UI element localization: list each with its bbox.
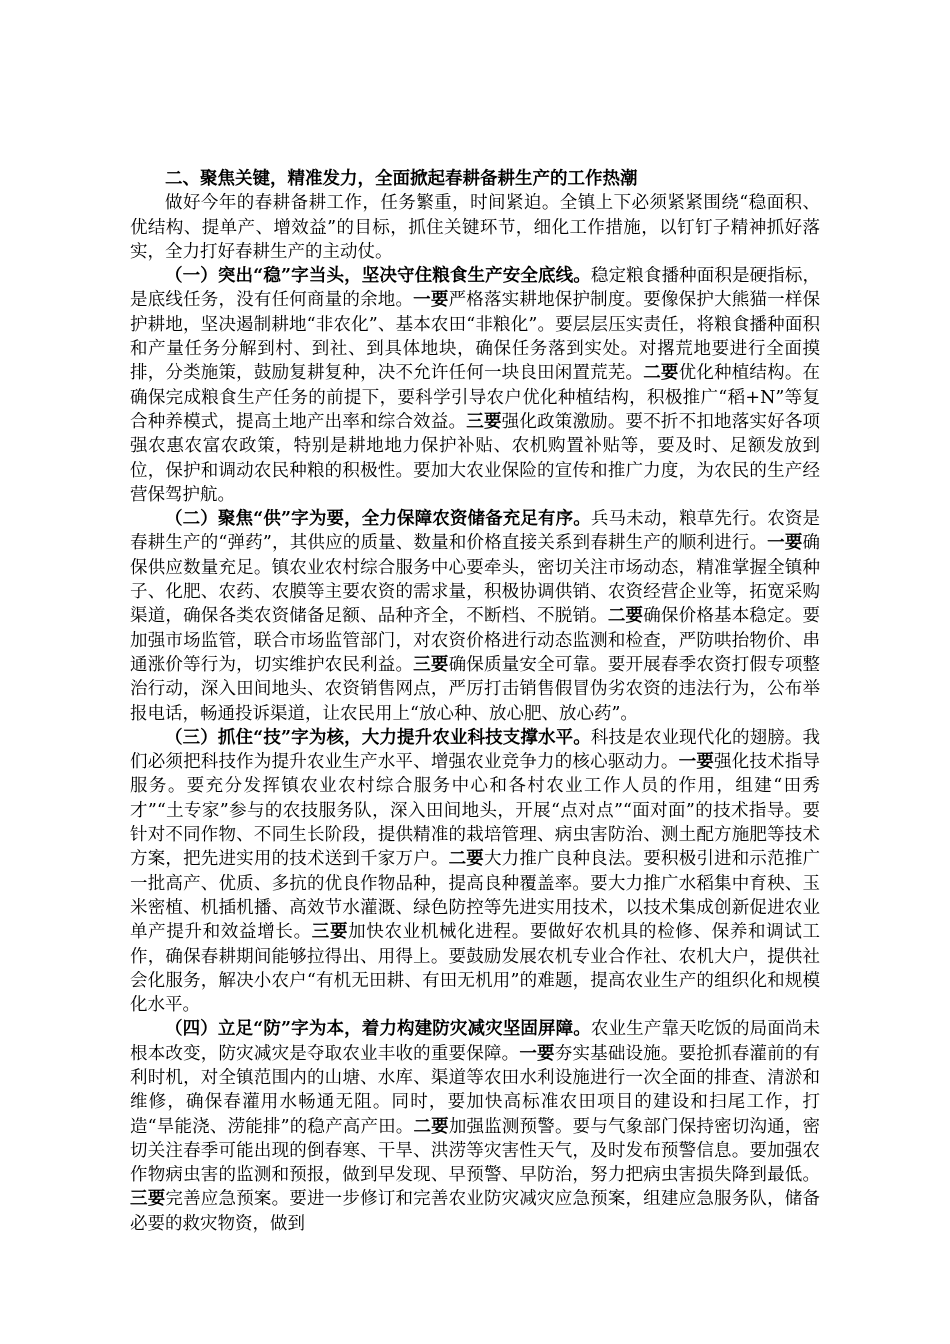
point-text: 确保质量安全可靠。要开展春季农资打假专项整治行动，深入田间地头、农资销售网点，严厉打击销售假冒伪劣农资的违法行为，公布举报电话，畅通投诉渠道，让农民用上“放心种、放心肥、放心药”。: [130, 654, 821, 724]
point-marker: 一要: [519, 1043, 555, 1064]
point-text: 夯实基础设施。要抢抓春灌前的有利时机，对全镇范围内的山塘、水库、渠道等农田水利设施进行一次全面的排查、清淤和维修，确保春灌用水畅通无阻。同时，要加快高标准农田项目的建设和扫尾工作，打造“旱能浇、涝能排”的稳产高产田。: [130, 1043, 821, 1137]
point-text: 加强监测预警。要与气象部门保持密切沟通，密切关注春季可能出现的倒春寒、干旱、洪涝等灾害性天气，及时发布预警信息。要加强农作物病虫害的监测和预报，做到早发现、早预警、早防治，努力把病虫害损失降到最低。: [130, 1116, 820, 1186]
paragraph-lead: 兵马未动，粮草先行。农资是春耕生产的“弹药”，其供应的质量、数量和价格直接关系到春耕生产的顺利进行。: [130, 509, 820, 554]
point-marker: 一要: [678, 752, 715, 773]
point-text: 强化政策激励。要不折不扣地落实好各项强农惠农富农政策，特别是耕地地力保护补贴、农机购置补贴等，要及时、足额发放到位，保护和调动农民种粮的积极性。要加大农业保险的宣传和推广力度，为农民的生产经营保驾护航。: [130, 411, 821, 505]
intro-paragraph: 做好今年的春耕备耕工作，任务繁重，时间紧迫。全镇上下必须紧紧围绕“稳面积、优结构、提单产、增效益”的目标，抓住关键环节，细化工作措施，以钉钉子精神抓好落实，全力打好春耕生产的主动仗。: [130, 193, 820, 262]
point-text: 完善应急预案。要进一步修订和完善农业防灾减灾应急预案，组建应急服务队，储备必要的救灾物资，做到: [130, 1189, 821, 1234]
paragraph-title: （二）聚焦“供”字为要，全力保障农资储备充足有序。: [165, 509, 591, 530]
point-marker: 二要: [607, 606, 644, 627]
point-text: 大力推广良种良法。要积极引进和示范推广一批高产、优质、多抗的优良作物品种，提高良种覆盖率。要大力推广水稻集中育秧、玉米密植、机插机播、高效节水灌溉、绿色防控等先进实用技术，以技术集成创新促进农业单产提升和效益增长。: [130, 849, 821, 943]
point-marker: 三要: [413, 654, 449, 675]
section-heading: 二、聚焦关键，精准发力，全面掀起春耕备耕生产的工作热潮: [165, 169, 638, 189]
point-marker: 二要: [413, 1116, 449, 1137]
paragraph-title: （三）抓住“技”字为核，大力提升农业科技支撑水平。: [165, 727, 591, 748]
point-marker: 三要: [130, 1189, 166, 1210]
paragraph-prevention: [130, 1017, 820, 1236]
paragraph-lead: 科技是农业现代化的翅膀。我们必须把科技作为提升农业生产水平、增强农业竞争力的核心驱动力。: [130, 727, 820, 773]
point-marker: 二要: [643, 363, 679, 384]
paragraph-stabilize: [130, 264, 820, 507]
paragraph-supply: [130, 507, 820, 726]
point-text: 严格落实耕地保护制度。要像保护大熊猫一样保护耕地，坚决遏制耕地“非农化”、基本农田“非粮化”。要层层压实责任，将粮食播种面积和产量任务分解到村、到社、到具体地块，确保任务落到实处。对撂荒地要进行全面摸排，分类施策，鼓励复耕复种，决不允许任何一块良田闲置荒芜。: [130, 290, 821, 384]
paragraph-lead: 农业生产靠天吃饭的局面尚未根本改变，防灾减灾是夺取农业丰收的重要保障。: [130, 1019, 820, 1064]
paragraph-title: （四）立足“防”字为本，着力构建防灾减灾坚固屏障。: [165, 1019, 591, 1040]
point-text: 优化种植结构。在确保完成粮食生产任务的前提下，要科学引导农户优化种植结构，积极推广“稻+N”等复合种养模式，提高土地产出率和综合效益。: [130, 363, 821, 432]
paragraph-technology: [130, 726, 820, 1018]
point-marker: 三要: [466, 411, 502, 432]
point-marker: 一要: [413, 290, 449, 311]
point-text: 强化技术指导服务。要充分发挥镇农业农村综合服务中心和各村农业工作人员的作用，组建“田秀才”“土专家”参与的农技服务队，深入田间地头，开展“点对点”“面对面”的技术指导。要针对不同作物、不同生长阶段，提供精准的栽培管理、病虫害防治、测土配方施肥等技术方案，把先进实用的技术送到千家万户。: [130, 752, 821, 870]
point-marker: 三要: [311, 922, 349, 943]
point-marker: 二要: [448, 849, 484, 870]
paragraph-lead: 稳定粮食播种面积是硬指标，是底线任务，没有任何商量的余地。: [130, 266, 820, 311]
point-marker: 一要: [767, 533, 803, 554]
point-text: 确保价格基本稳定。要加强市场监管，联合市场监管部门，对农资价格进行动态监测和检查，严防哄抬物价、串通涨价等行为，切实维护农民利益。: [130, 606, 821, 675]
paragraph-title: （一）突出“稳”字当头，坚决守住粮食生产安全底线。: [165, 266, 591, 287]
point-text: 确保供应数量充足。镇农业农村综合服务中心要牵头，密切关注市场动态，精准掌握全镇种子、化肥、农药、农膜等主要农资的需求量，积极协调供销、农资经营企业等，拓宽采购渠道，确保各类农资储备足额、品种齐全，不断档、不脱销。: [130, 533, 821, 627]
point-text: 加快农业机械化进程。要做好农机具的检修、保养和调试工作，确保春耕期间能够拉得出、用得上。要鼓励发展农机专业合作社、农机大户，提供社会化服务，解决小农户“有机无田耕、有田无机用”的难题，提高农业生产的组织化和规模化水平。: [130, 922, 821, 1016]
